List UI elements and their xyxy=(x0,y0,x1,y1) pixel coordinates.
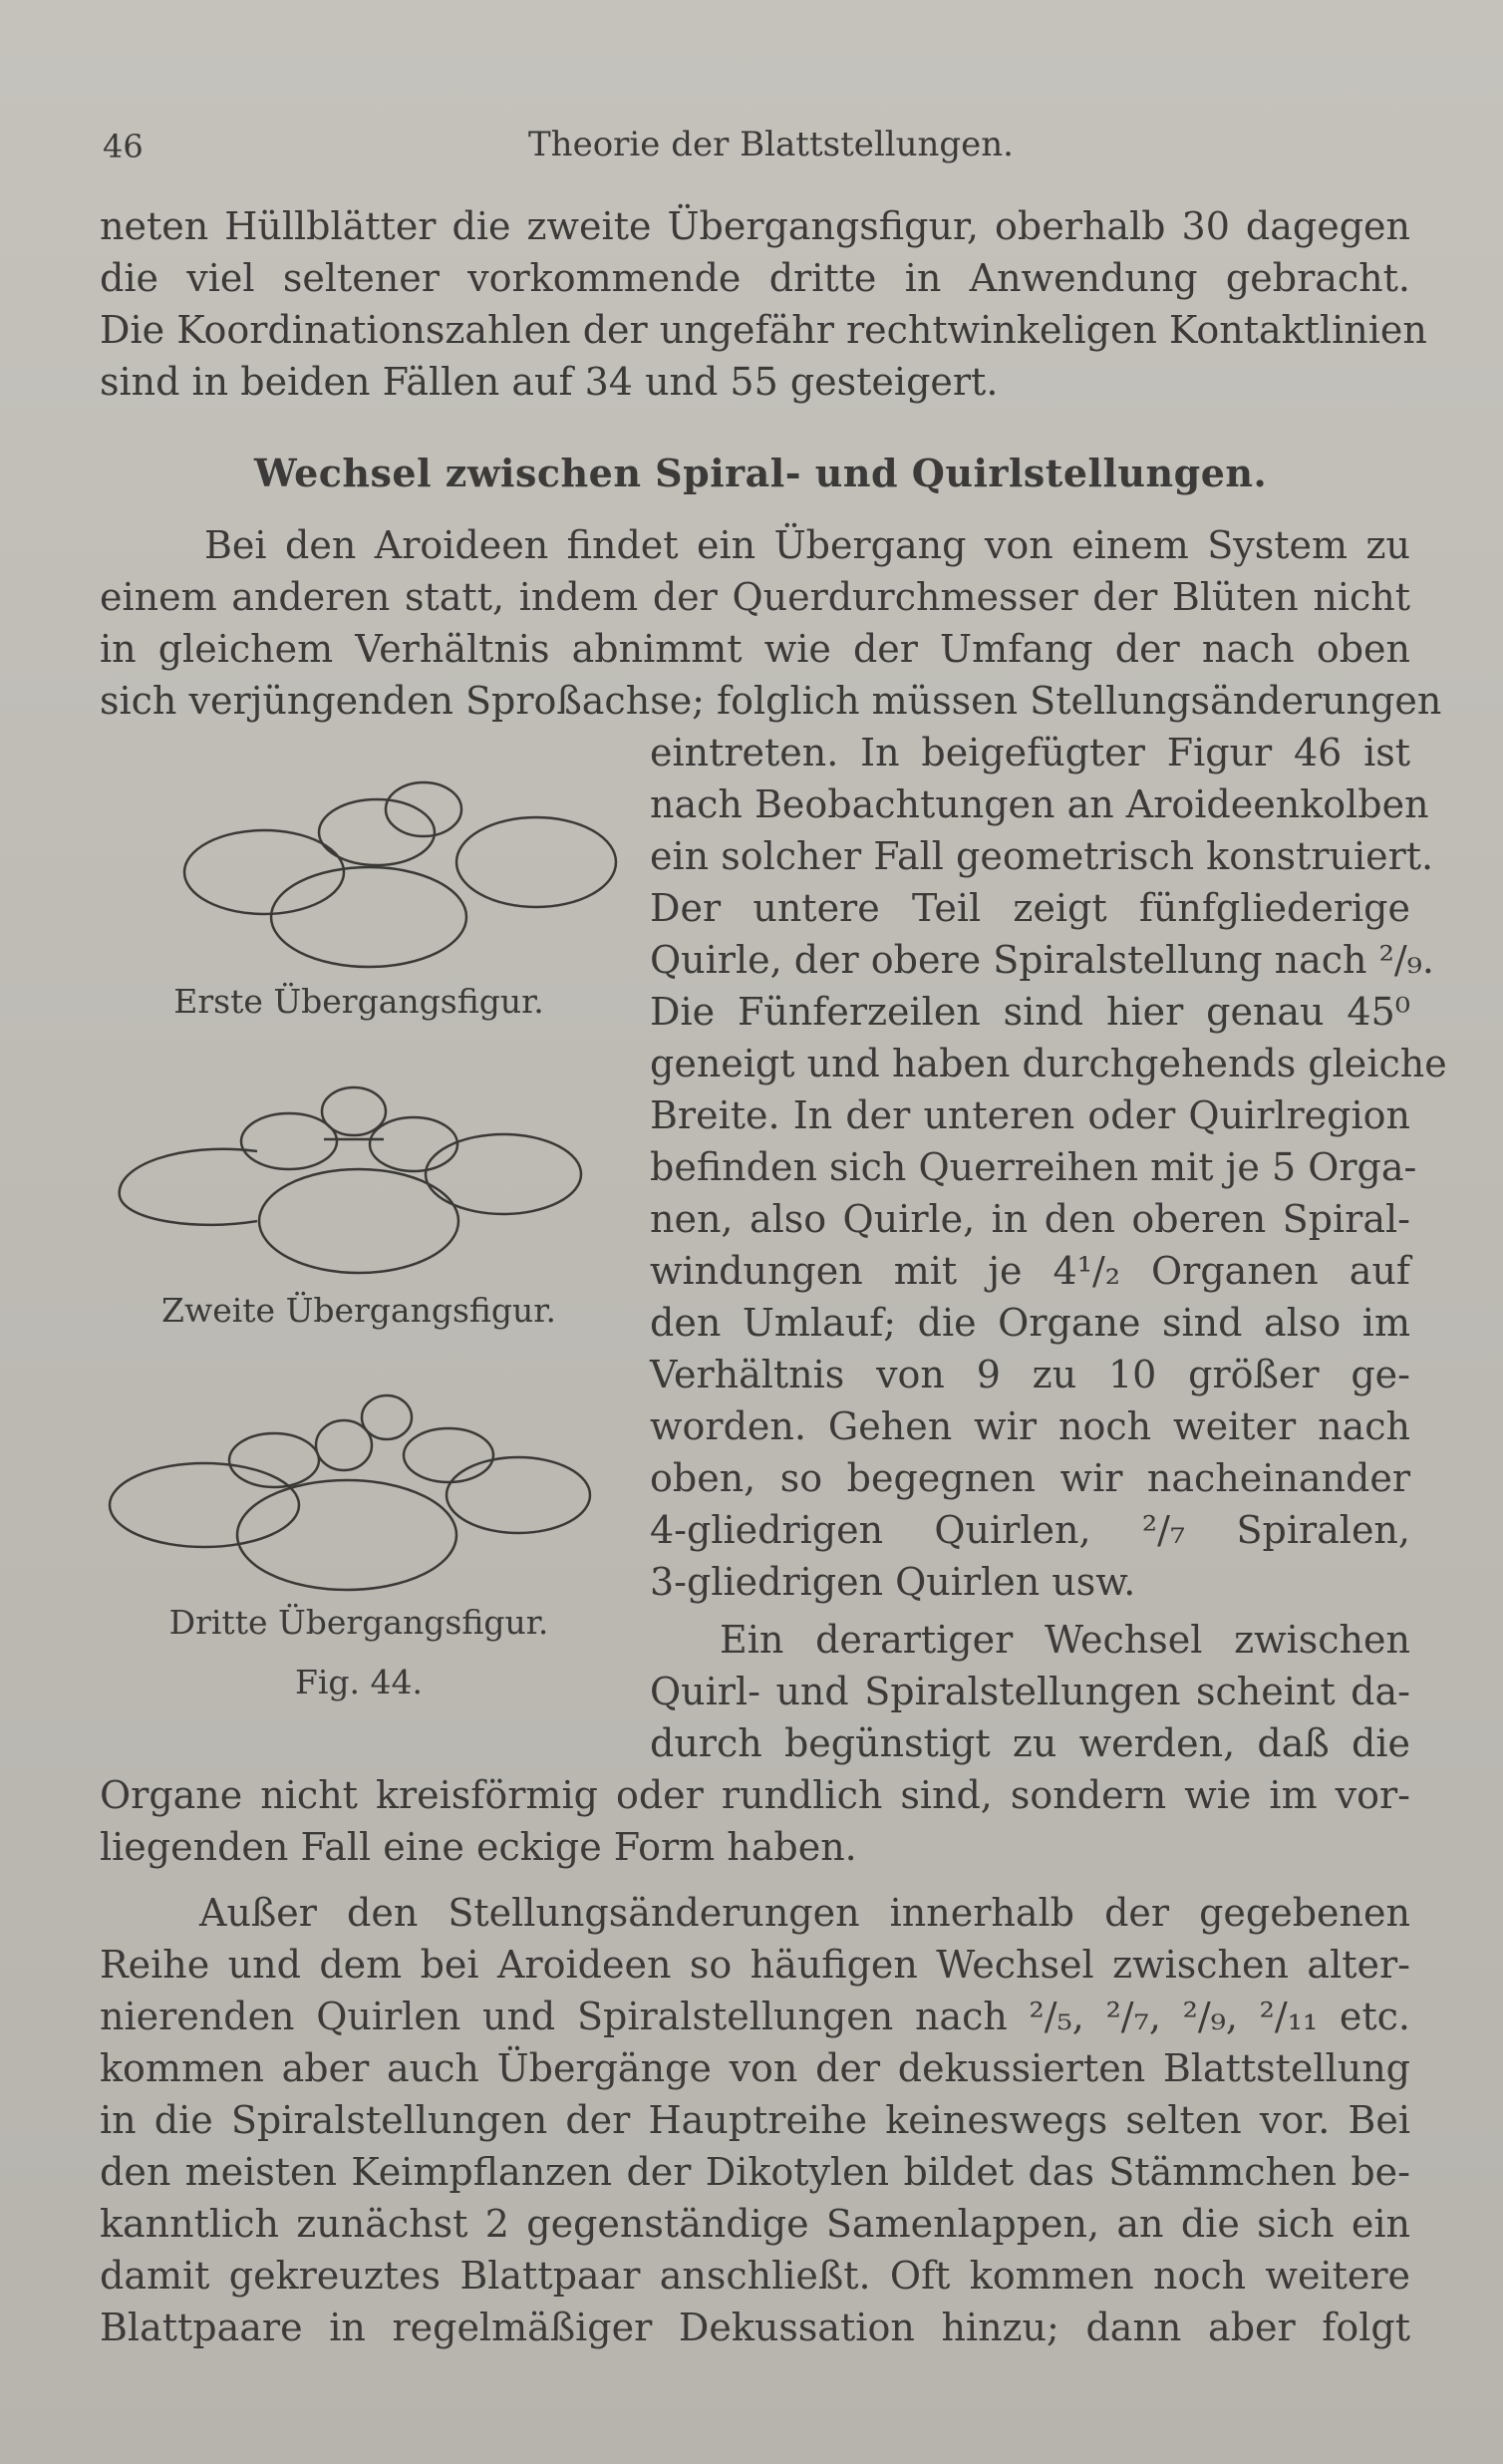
text-line: neten Hüllblätter die zweite Übergangsfigur, oberhalb 30 dagegen xyxy=(100,204,1410,248)
text-line: befinden sich Querreihen mit je 5 Orga- xyxy=(650,1145,1417,1189)
text-line: 3-gliedrigen Quirlen usw. xyxy=(650,1560,1136,1604)
text-line: nen, also Quirle, in den oberen Spiral- xyxy=(650,1197,1410,1241)
text-line: Außer den Stellungsänderungen innerhalb der gegebenen xyxy=(199,1891,1410,1935)
text-line: Die Koordinationszahlen der ungefähr rechtwinkeligen Kontaktlinien xyxy=(100,308,1427,352)
text-line: Organe nicht kreisförmig oder rundlich sind, sondern wie im vor- xyxy=(100,1773,1410,1817)
page-number: 46 xyxy=(103,128,144,165)
text-line: die viel seltener vorkommende dritte in Anwendung gebracht. xyxy=(100,256,1410,300)
text-line: geneigt und haben durchgehends gleiche xyxy=(650,1042,1447,1085)
text-line: liegenden Fall eine eckige Form haben. xyxy=(100,1825,857,1869)
text-line: einem anderen statt, indem der Querdurchmesser der Blüten nicht xyxy=(100,575,1410,619)
text-line: Ein derartiger Wechsel zwischen xyxy=(720,1618,1410,1662)
text-line: Die Fünferzeilen sind hier genau 45⁰ xyxy=(650,990,1410,1034)
text-line: kanntlich zunächst 2 gegenständige Samenlappen, an die sich ein xyxy=(100,2202,1410,2246)
text-line: Bei den Aroideen findet ein Übergang von einem System zu xyxy=(204,523,1410,567)
text-line: Quirle, der obere Spiralstellung nach ²/₉. xyxy=(650,938,1434,982)
figure-caption-3: Dritte Übergangsfigur. xyxy=(168,1603,549,1642)
text-line: durch begünstigt zu werden, daß die xyxy=(650,1721,1410,1765)
text-line: Der untere Teil zeigt fünfgliederige xyxy=(650,886,1410,930)
text-line: damit gekreuztes Blattpaar anschließt. Oft kommen noch weitere xyxy=(100,2254,1410,2298)
text-line: sind in beiden Fällen auf 34 und 55 gesteigert. xyxy=(100,360,999,404)
figure-caption-1: Erste Übergangsfigur. xyxy=(173,982,544,1021)
figure-first-transition xyxy=(120,768,618,987)
text-line: Breite. In der unteren oder Quirlregion xyxy=(650,1093,1410,1137)
text-line: den Umlauf; die Organe sind also im xyxy=(650,1301,1410,1345)
text-line: eintreten. In beigefügter Figur 46 ist xyxy=(650,731,1410,774)
text-line: Blattpaare in regelmäßiger Dekussation hinzu; dann aber folgt xyxy=(100,2306,1410,2349)
figure-caption-2: Zweite Übergangsfigur. xyxy=(161,1291,556,1330)
text-line: Reihe und dem bei Aroideen so häufigen Wechsel zwischen alter- xyxy=(100,1943,1410,1987)
text-line: ein solcher Fall geometrisch konstruiert. xyxy=(650,834,1434,878)
text-line: sich verjüngenden Sproßachse; folglich müssen Stellungsänderungen xyxy=(100,679,1442,723)
text-line: kommen aber auch Übergänge von der dekussierten Blattstellung xyxy=(100,2046,1410,2090)
figure-third-transition xyxy=(100,1386,598,1595)
text-line: den meisten Keimpflanzen der Dikotylen bildet das Stämmchen be- xyxy=(100,2150,1410,2194)
text-line: nierenden Quirlen und Spiralstellungen nach ²/₅, ²/₇, ²/₉, ²/₁₁ etc. xyxy=(100,1995,1410,2038)
text-line: in gleichem Verhältnis abnimmt wie der Umfang der nach oben xyxy=(100,627,1410,671)
text-line: in die Spiralstellungen der Hauptreihe keineswegs selten vor. Bei xyxy=(100,2098,1410,2142)
running-title: Theorie der Blattstellungen. xyxy=(528,125,1014,164)
text-line: Quirl- und Spiralstellungen scheint da- xyxy=(650,1670,1410,1713)
text-line: windungen mit je 4¹/₂ Organen auf xyxy=(650,1249,1410,1293)
text-line: oben, so begegnen wir nacheinander xyxy=(650,1456,1410,1500)
figure-label: Fig. 44. xyxy=(294,1663,424,1701)
section-heading: Wechsel zwischen Spiral- und Quirlstellungen. xyxy=(254,451,1268,495)
text-line: worden. Gehen wir noch weiter nach xyxy=(650,1404,1410,1448)
figure-second-transition xyxy=(110,1081,608,1291)
text-line: 4-gliedrigen Quirlen, ²/₇ Spiralen, xyxy=(650,1508,1410,1552)
text-line: nach Beobachtungen an Aroideenkolben xyxy=(650,782,1429,826)
text-line: Verhältnis von 9 zu 10 größer ge- xyxy=(650,1353,1410,1396)
